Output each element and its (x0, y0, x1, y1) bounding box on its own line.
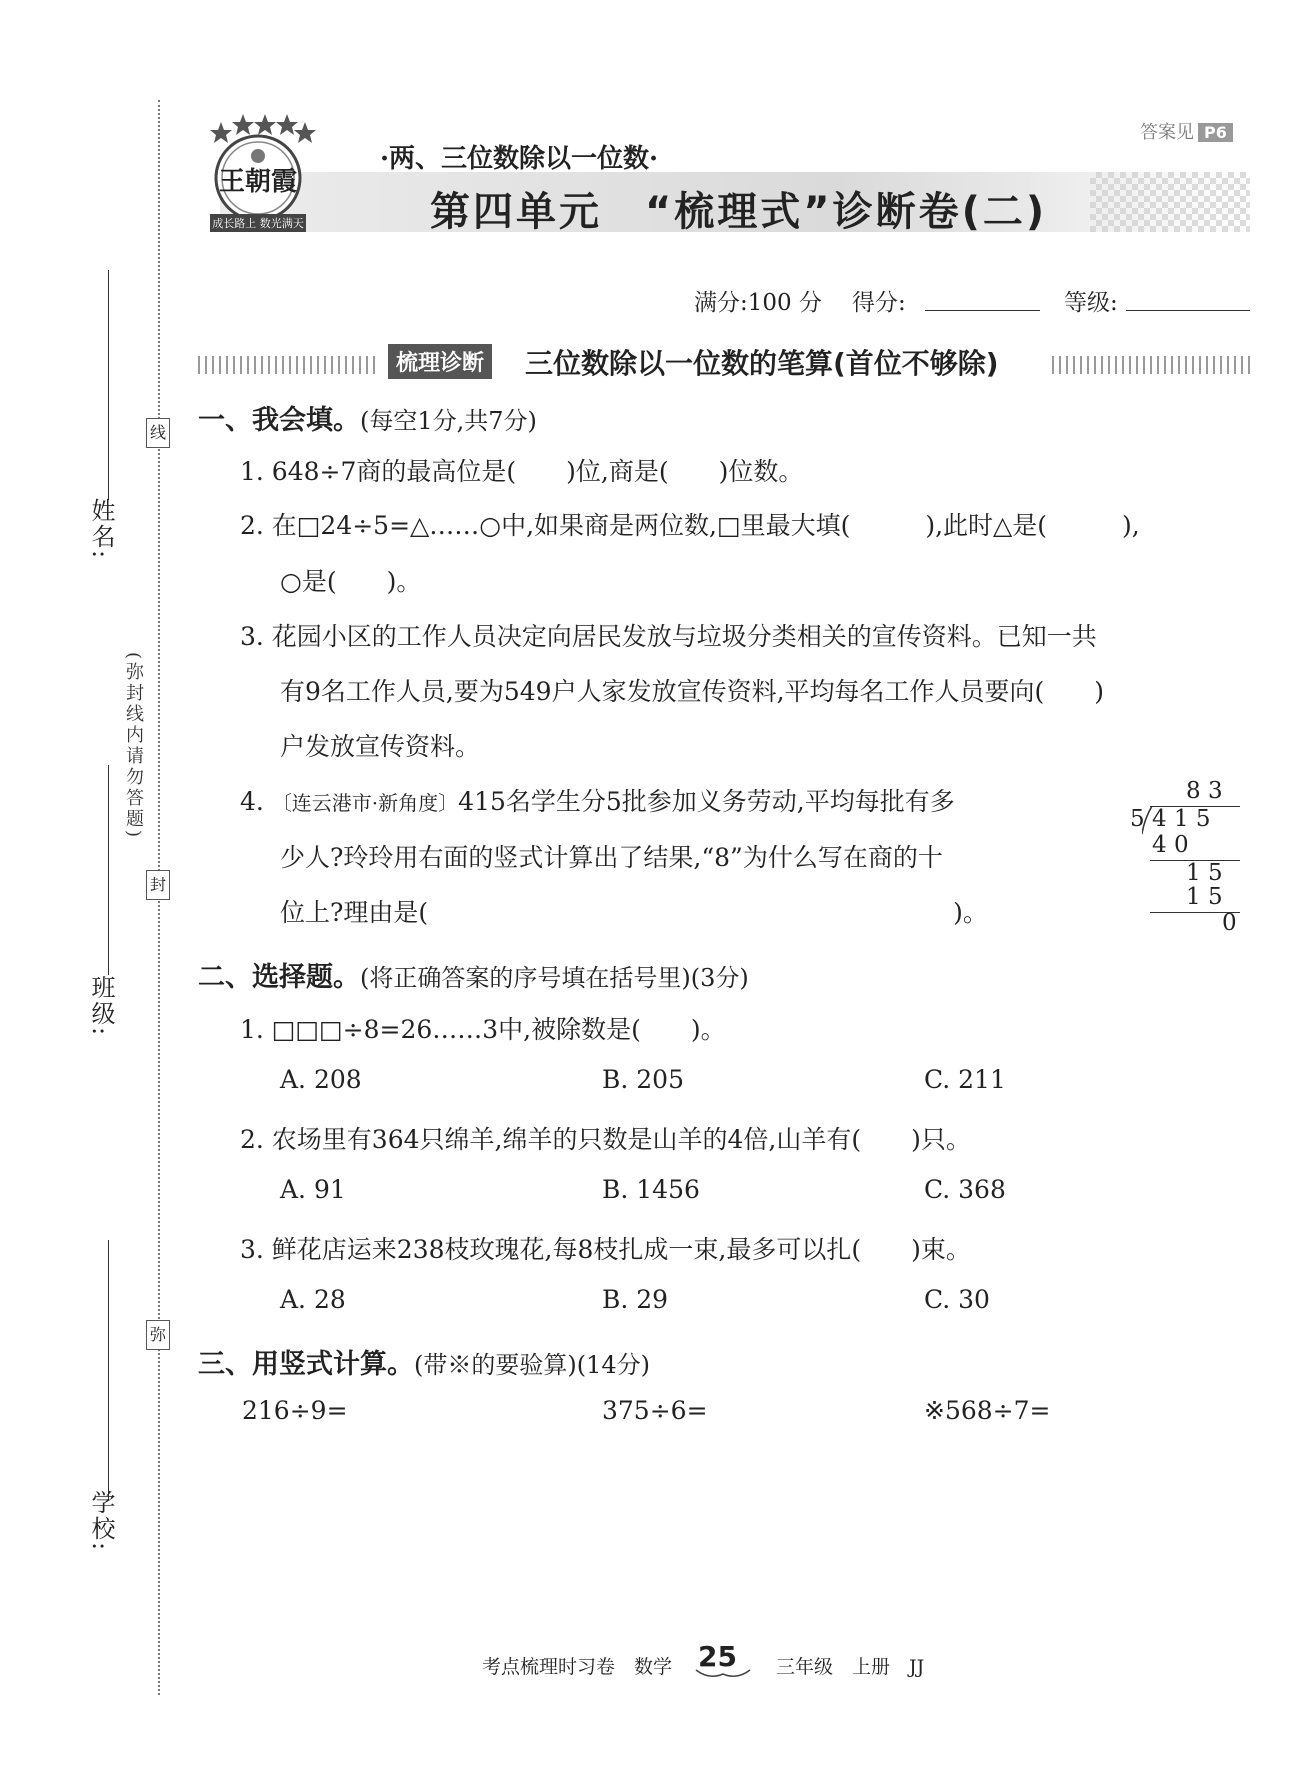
p3-item-3: ※568÷7= (924, 1396, 1051, 1425)
seal-mark-feng: 封 (146, 870, 170, 900)
p2-q2-option-a[interactable]: A. 91 (280, 1175, 346, 1204)
answer-ref-page: P6 (1198, 123, 1233, 142)
p2-q1: 1. □□□÷8=26……3中,被除数是( )。 (240, 1015, 726, 1044)
grade-field[interactable] (1126, 310, 1250, 311)
svg-text:王朝霞: 王朝霞 (218, 167, 298, 197)
section-ticks-left (198, 356, 378, 374)
name-underline (108, 270, 109, 500)
p2-q3-option-a[interactable]: A. 28 (280, 1285, 346, 1314)
p1-q4-line2: 少人?玲玲用右面的竖式计算出了结果,“8”为什么写在商的十 (280, 843, 943, 872)
p1-q4-line1 (240, 782, 955, 818)
p1-q4-text: 415名学生分5批参加义务劳动,平均每批有多 (458, 787, 955, 816)
division-step3: 1 5 (1186, 884, 1223, 910)
p1-q3-line1: 3. 花园小区的工作人员决定向居民发放与垃圾分类相关的宣传资料。已知一共 (240, 622, 1097, 651)
p1-q4-number: 4. (240, 787, 272, 816)
unit-subtitle: ·两、三位数除以一位数· (380, 144, 659, 174)
p2-q3-option-c[interactable]: C. 30 (924, 1285, 990, 1314)
section-tag: 梳理诊断 (388, 344, 492, 379)
part1-heading (198, 398, 537, 437)
answer-reference (1140, 118, 1233, 144)
p1-q1: 1. 648÷7商的最高位是( )位,商是( )位数。 (240, 457, 804, 486)
class-underline (108, 765, 109, 975)
answer-ref-text: 答案见 (1140, 122, 1194, 143)
p1-q2-line1: 2. 在□24÷5=△……○中,如果商是两位数,□里最大填( ),此时△是( ), (240, 511, 1140, 540)
section-ticks-right (1052, 356, 1250, 374)
part1-heading-text: 一、我会填。 (198, 405, 360, 436)
p2-q3: 3. 鲜花店运来238枝玫瑰花,每8枝扎成一束,最多可以扎( )束。 (240, 1235, 971, 1264)
part1-note: (每空1分,共7分) (360, 407, 537, 435)
p1-q4-source: 〔连云港市·新角度〕 (271, 791, 459, 815)
p2-q1-option-b[interactable]: B. 205 (602, 1065, 684, 1094)
page-number: 25 (698, 1640, 737, 1673)
p3-item-2: 375÷6= (602, 1396, 708, 1425)
division-remainder: 0 (1222, 910, 1237, 936)
score-field[interactable] (925, 310, 1040, 311)
p2-q1-option-c[interactable]: C. 211 (924, 1065, 1006, 1094)
brand-logo (196, 112, 320, 236)
p2-q3-option-b[interactable]: B. 29 (602, 1285, 669, 1314)
p1-q4-line3: 位上?理由是( )。 (280, 898, 988, 927)
page-title: 第四单元 “梳理式”诊断卷(二) (430, 189, 1048, 235)
part2-heading-text: 二、选择题。 (198, 962, 360, 993)
school-label: 学校: (87, 1490, 115, 1553)
p2-q2-option-b[interactable]: B. 1456 (602, 1175, 700, 1204)
part3-heading (198, 1342, 650, 1381)
part2-heading (198, 955, 749, 994)
footer-right: 三年级 上册 JJ (776, 1656, 925, 1678)
division-quotient: 8 3 (1186, 778, 1223, 804)
division-divisor: 5 (1130, 806, 1145, 832)
class-label: 班级: (87, 975, 115, 1038)
footer-left: 考点梳理时习卷 数学 (482, 1656, 673, 1678)
p3-item-1: 216÷9= (242, 1396, 348, 1425)
division-dividend: 4 1 5 (1152, 806, 1211, 832)
p1-q3-line2: 有9名工作人员,要为549户人家发放宣传资料,平均每名工作人员要向( ) (280, 677, 1105, 706)
school-underline (108, 1240, 109, 1500)
part2-note: (将正确答案的序号填在括号里)(3分) (360, 964, 749, 992)
long-division (1130, 778, 1240, 938)
p2-q2-option-c[interactable]: C. 368 (924, 1175, 1006, 1204)
seal-note: (弥封线内请勿答题) (123, 652, 144, 841)
p2-q2: 2. 农场里有364只绵羊,绵羊的只数是山羊的4倍,山羊有( )只。 (240, 1125, 971, 1154)
section-title: 三位数除以一位数的笔算(首位不够除) (525, 347, 999, 380)
division-step2: 1 5 (1186, 860, 1223, 886)
part3-note: (带※的要验算)(14分) (414, 1351, 650, 1379)
grade-label: 等级: (1064, 290, 1118, 316)
score-label: 得分: (852, 290, 906, 316)
seal-mark-mi: 弥 (146, 1320, 170, 1350)
full-score: 满分:100 分 (694, 290, 822, 316)
banner-checker-pattern (1090, 172, 1250, 232)
p2-q1-option-a[interactable]: A. 208 (280, 1065, 362, 1094)
svg-text:成长路上 数光满天: 成长路上 数光满天 (212, 217, 304, 230)
p1-q2-line2: ○是( )。 (280, 567, 422, 596)
name-label: 姓名: (87, 498, 115, 561)
part3-heading-text: 三、用竖式计算。 (198, 1349, 414, 1380)
p1-q3-line3: 户发放宣传资料。 (280, 732, 481, 761)
division-step1: 4 0 (1152, 832, 1189, 858)
seal-mark-xian: 线 (146, 418, 170, 448)
